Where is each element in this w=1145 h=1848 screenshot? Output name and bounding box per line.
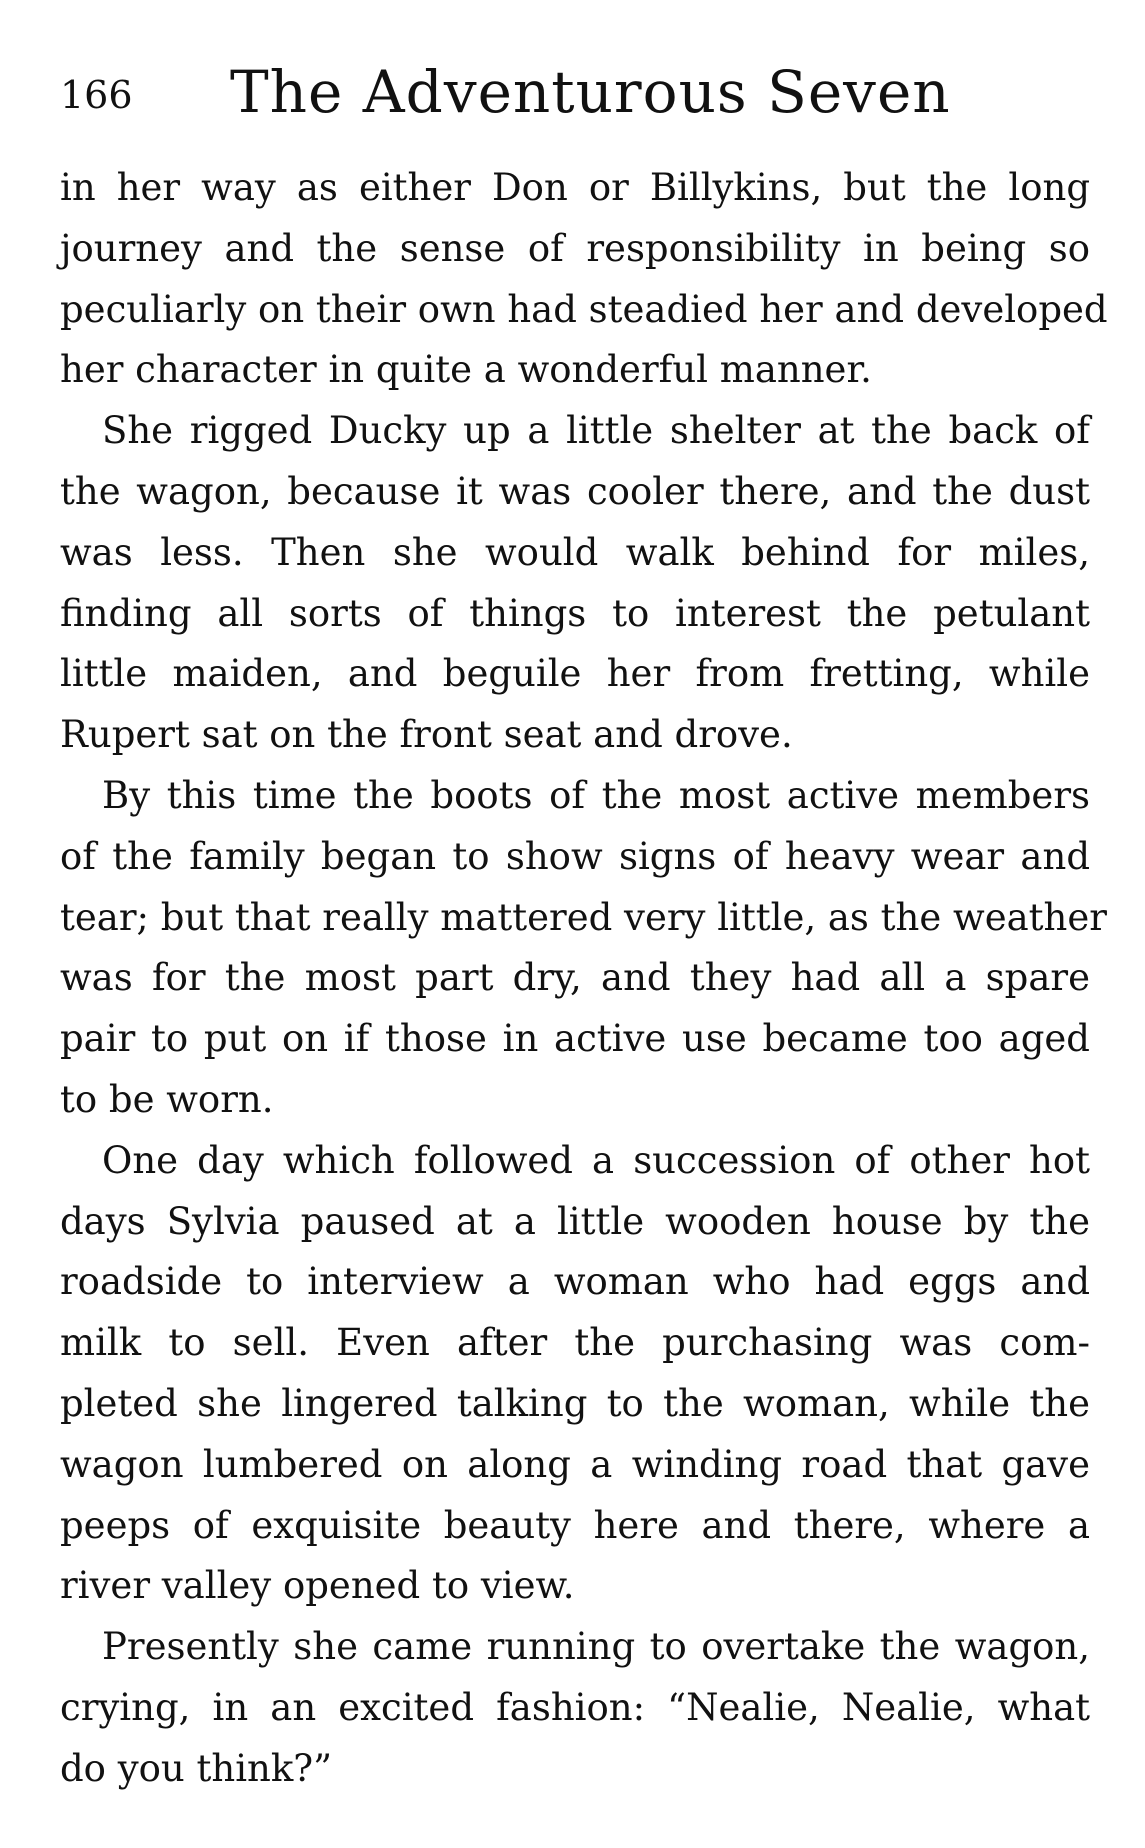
text-line: peeps of exquisite beauty here and there, where a: [60, 1503, 1090, 1547]
text-line: Rupert sat on the front seat and drove.: [60, 713, 793, 757]
text-line: was less. Then she would walk behind for miles,: [60, 530, 1090, 574]
text-line: crying, in an excited fashion: “Nealie, Nealie, what: [60, 1685, 1090, 1729]
text-line: little maiden, and beguile her from fretting, while: [60, 652, 1090, 696]
paragraph-5: [60, 1617, 1090, 1799]
text-line: was for the most part dry, and they had all a spare: [60, 956, 1090, 1000]
paragraph-4: [60, 1131, 1090, 1617]
body-text: [60, 158, 1108, 1800]
paragraph-1: [60, 158, 1108, 401]
text-line: pleted she lingered talking to the woman, while the: [60, 1381, 1090, 1425]
text-line: One day which followed a succession of other hot: [102, 1138, 1090, 1182]
text-line: Presently she came running to overtake the wagon,: [102, 1625, 1090, 1669]
text-line: milk to sell. Even after the purchasing was com-: [60, 1321, 1090, 1365]
text-line: pair to put on if those in active use became too aged: [60, 1017, 1090, 1061]
text-line: of the family began to show signs of heavy wear and: [60, 834, 1090, 878]
paragraph-2: [60, 401, 1090, 766]
text-line: to be worn.: [60, 1077, 274, 1121]
text-line: wagon lumbered on along a winding road that gave: [60, 1442, 1090, 1486]
paragraph-3: [60, 766, 1107, 1131]
text-line: tear; but that really mattered very little, as the weather: [60, 895, 1107, 939]
text-line: do you think?”: [60, 1746, 333, 1790]
text-line: By this time the boots of the most active members: [102, 773, 1090, 817]
text-line: days Sylvia paused at a little wooden house by the: [60, 1199, 1090, 1243]
text-line: She rigged Ducky up a little shelter at the back of: [102, 409, 1090, 453]
text-line: river valley opened to view.: [60, 1564, 575, 1608]
text-line: peculiarly on their own had steadied her and developed: [60, 287, 1108, 331]
running-title: The Adventurous Seven: [230, 58, 951, 126]
text-line: journey and the sense of responsibility in being so: [60, 226, 1090, 270]
text-line: in her way as either Don or Billykins, but the long: [60, 166, 1090, 209]
text-line: her character in quite a wonderful manner.: [60, 348, 872, 392]
page-header: [60, 52, 1090, 132]
text-line: roadside to interview a woman who had eggs and: [60, 1260, 1090, 1304]
text-line: finding all sorts of things to interest the petulant: [60, 591, 1090, 635]
page-number: 166: [60, 73, 133, 117]
text-line: the wagon, because it was cooler there, and the dust: [60, 469, 1090, 513]
